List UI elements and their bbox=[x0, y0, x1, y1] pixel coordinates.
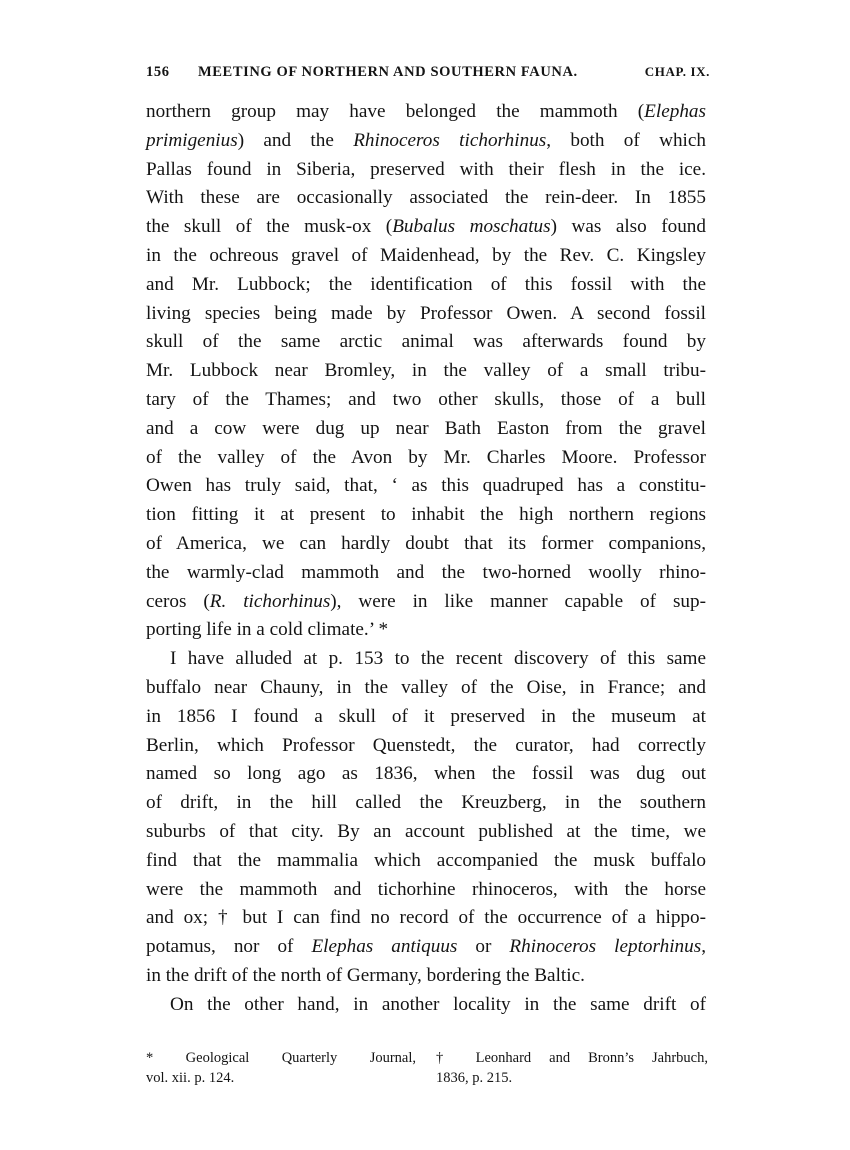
text-line: Pallas found in Siberia, preserved with their flesh in the ice. bbox=[146, 158, 706, 180]
text-line: ceros (R. tichorhinus), were in like manner capable of sup- bbox=[146, 590, 706, 612]
chapter-label: CHAP. IX. bbox=[644, 64, 710, 79]
text-line: of drift, in the hill called the Kreuzberg, in the southern bbox=[146, 792, 706, 814]
text-line: Berlin, which Professor Quenstedt, the curator, had correctly bbox=[146, 734, 706, 756]
text-line: of the valley of the Avon by Mr. Charles Moore. Professor bbox=[146, 446, 706, 468]
text-line: primigenius) and the Rhinoceros tichorhinus, both of which bbox=[146, 129, 706, 151]
footnote-line: † Leonhard and Bronn’s Jahrbuch, bbox=[436, 1050, 708, 1066]
text-line: potamus, nor of Elephas antiquus or Rhinoceros leptorhinus, bbox=[146, 936, 706, 958]
text-line: and ox; † but I can find no record of the occurrence of a hippo- bbox=[146, 907, 706, 929]
text-line: I have alluded at p. 153 to the recent discovery of this same bbox=[170, 648, 706, 670]
footnote-line: 1836, p. 215. bbox=[436, 1070, 513, 1086]
text-line: tary of the Thames; and two other skulls, those of a bull bbox=[146, 388, 706, 410]
text-line: in 1856 I found a skull of it preserved in the museum at bbox=[146, 705, 706, 727]
footnote-geological-journal bbox=[146, 1048, 416, 1088]
text-line: With these are occasionally associated the rein-deer. In 1855 bbox=[146, 187, 706, 209]
text-line: find that the mammalia which accompanied the musk buffalo bbox=[146, 849, 706, 871]
footnote-line: * Geological Quarterly Journal, bbox=[146, 1050, 416, 1066]
text-line: and a cow were dug up near Bath Easton from the gravel bbox=[146, 417, 706, 439]
text-line: were the mammoth and tichorhine rhinoceros, with the horse bbox=[146, 878, 706, 900]
text-line: suburbs of that city. By an account published at the time, we bbox=[146, 820, 706, 842]
text-line: the warmly-clad mammoth and the two-horned woolly rhino- bbox=[146, 561, 706, 583]
footnote-jahrbuch bbox=[436, 1048, 708, 1088]
body-text bbox=[146, 98, 706, 1020]
text-line: Owen has truly said, that, ‘ as this quadruped has a constitu- bbox=[146, 475, 706, 497]
text-line: in the ochreous gravel of Maidenhead, by the Rev. C. Kingsley bbox=[146, 244, 706, 266]
text-line: the skull of the musk-ox (Bubalus moschatus) was also found bbox=[146, 216, 706, 238]
text-line: Mr. Lubbock near Bromley, in the valley of a small tribu- bbox=[146, 360, 706, 382]
text-line: northern group may have belonged the mammoth (Elephas bbox=[146, 101, 706, 122]
text-line: and Mr. Lubbock; the identification of this fossil with the bbox=[146, 273, 706, 295]
text-line: skull of the same arctic animal was afterwards found by bbox=[146, 331, 706, 353]
text-line: of America, we can hardly doubt that its former companions, bbox=[146, 532, 706, 554]
footnote-line: vol. xii. p. 124. bbox=[146, 1070, 235, 1086]
text-line: porting life in a cold climate.’ * bbox=[146, 619, 389, 641]
text-line: buffalo near Chauny, in the valley of the Oise, in France; and bbox=[146, 676, 706, 698]
page-number: 156 bbox=[146, 64, 170, 80]
text-line: in the drift of the north of Germany, bordering the Baltic. bbox=[146, 964, 585, 986]
text-line: tion fitting it at present to inhabit the high northern regions bbox=[146, 504, 706, 526]
text-line: On the other hand, in another locality in the same drift of bbox=[170, 993, 706, 1015]
text-line: living species being made by Professor Owen. A second fossil bbox=[146, 302, 706, 324]
running-title: MEETING OF NORTHERN AND SOUTHERN FAUNA. bbox=[198, 64, 578, 80]
text-line: named so long ago as 1836, when the fossil was dug out bbox=[146, 763, 706, 785]
running-header bbox=[146, 64, 710, 84]
